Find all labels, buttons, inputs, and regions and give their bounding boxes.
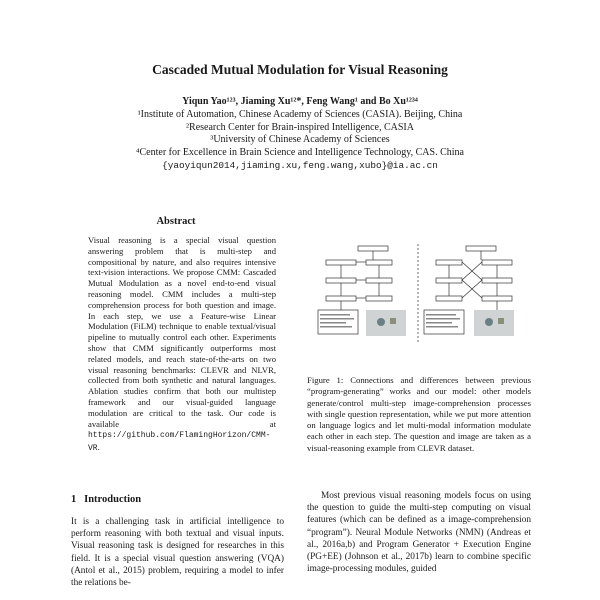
author-names: Yiqun Yao¹²³, Jiaming Xu¹²*, Feng Wang¹ and Bo Xu¹²³⁴ — [182, 96, 418, 107]
figure-1 — [306, 238, 530, 350]
abstract-text: Visual reasoning is a special visual question answering problem that is multi-step and compositional by nature, and also requires intensive text-vision interactions. We propose CMM: Cascaded Mutual Modulation as a novel end-to-end visual reasoning model. CMM includes a multi-step comprehension process for both question and image. In each step, we use a Feature-wise Linear Modulation (FiLM) technique to enable textual/visual pipeline to mutually control each other. Experiments show that CMM significantly outperforms most related models, and reach state-of-the-arts on two visual reasoning benchmarks: CLEVR and NLVR, collected from both synthetic and natural languages. Ablation studies confirm that both our multistep framework and our visual-guided language modulation are critical to the task. Our code is available at — [88, 235, 276, 429]
author-block — [0, 96, 600, 173]
section-heading-introduction — [71, 494, 141, 505]
introduction-body: It is a challenging task in artificial intelligence to perform reasoning with both textual and visual inputs. Visual reasoning task is designed for researches in this field. It is a special visual question answering (VQA) (Antol et al., 2015) problem, requiring a model to infer the relations be- — [71, 517, 284, 589]
abstract-heading: Abstract — [156, 216, 196, 227]
code-link[interactable]: https://github.com/FlamingHorizon/CMM-VR — [88, 431, 271, 454]
abstract-body — [88, 235, 276, 455]
figure-diagram — [306, 238, 530, 350]
affiliation-3: ³University of Chinese Academy of Sciences — [210, 134, 390, 146]
affiliation-4: ⁴Center for Excellence in Brain Science and Intelligence Technology, CAS. China — [136, 147, 464, 159]
author-emails: {yaoyiqun2014,jiaming.xu,feng.wang,xubo}@ia.ac.cn — [162, 159, 438, 171]
right-column-body: Most previous visual reasoning models focus on using the question to guide the multi-step computing on visual features (which can be defined as a image-comprehension “program”). Neural Module Networks (NMN) (Andreas et al., 2016a,b) and Program Generator + Execution Engine (PG+EE) (Johnson et al., 2017b) learn to combine specific image-processing modules, guided — [307, 491, 531, 575]
section-title: Introduction — [84, 494, 142, 505]
figure-1-caption: Figure 1: Connections and differences between previous “program-generating” works and our model: other models generate/control multi-step image-comprehension processes with single question representation, while we put more attention on language logics and let multi-modal information modulate each other in each step. The question and image are taken as a visual-reasoning example from CLEVR dataset. — [307, 375, 531, 453]
affiliation-1: ¹Institute of Automation, Chinese Academy of Sciences (CASIA). Beijing, China — [137, 108, 463, 120]
affiliation-2: ²Research Center for Brain-inspired Intelligence, CASIA — [186, 121, 414, 133]
abstract-end: . — [97, 442, 100, 453]
section-number: 1 — [71, 494, 77, 505]
paper-title: Cascaded Mutual Modulation for Visual Reasoning — [152, 62, 448, 77]
